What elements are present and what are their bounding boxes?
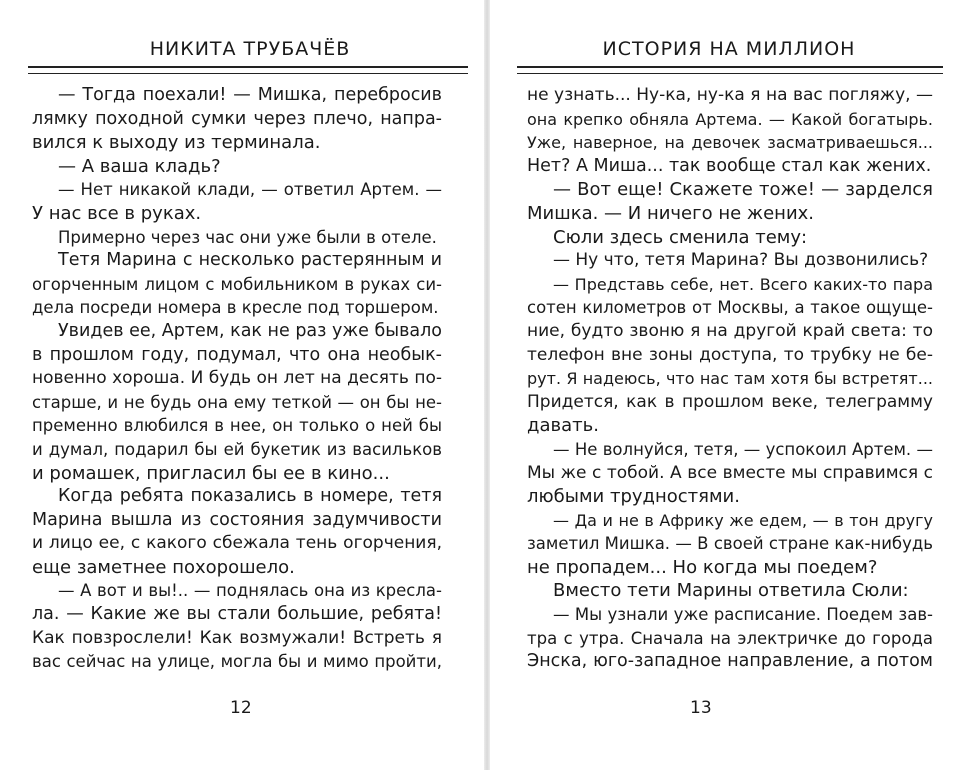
text-line: — Ну что, тетя Марина? Вы дозвонились?: [553, 250, 929, 271]
text-line: тра с утра. Сначала на электричке до города: [527, 628, 933, 648]
text-line: Примерно через час они уже были в отеле.: [58, 227, 437, 247]
text-line: Марина вышла из состояния задумчивости: [32, 509, 442, 530]
text-line: вас сейчас на улице, могла бы и мимо пройти,: [32, 652, 442, 672]
text-line: Тетя Марина с несколько растерянным и: [58, 250, 442, 271]
text-line: еще заметнее похорошело.: [32, 556, 295, 578]
text-line: заметил Мишка. — В своей стране как-нибудь: [527, 534, 933, 554]
text-line: Энска, юго-западное направление, а потом: [527, 651, 933, 672]
text-line: Как повзрослели! Как возмужали! Встреть я: [32, 627, 442, 648]
running-header-author: НИКИТА ТРУБАЧЁВ: [149, 38, 351, 60]
text-line: Мишка. — И ничего не жених.: [527, 202, 815, 224]
text-line: телефон вне зоны доступа, то трубку не бе-: [527, 344, 933, 365]
text-line: — Тогда поехали! — Мишка, перебросив: [58, 85, 442, 105]
text-line: сотен километров от Москвы, а такое ощуще-: [527, 298, 933, 318]
text-line: Вместо тети Марины ответила Сюли:: [553, 580, 909, 602]
text-line: не узнать... Ну-ка, ну-ка я на вас погляжу, —: [527, 85, 933, 105]
text-line: — Вот еще! Скажете тоже! — зарделся: [553, 179, 933, 201]
page-number: 12: [230, 698, 252, 718]
text-line: дела посреди номера в кресле под торшером.: [32, 298, 439, 318]
text-line: и ромашек, пригласил бы ее в кино...: [32, 462, 390, 484]
text-line: вился к выходу из терминала.: [32, 132, 321, 154]
running-header-title: ИСТОРИЯ НА МИЛЛИОН: [602, 38, 856, 60]
page-text-body: [527, 84, 933, 674]
text-line: ние, будто звоню я на другой край света: то: [527, 320, 933, 341]
text-line: Сюли здесь сменила тему:: [553, 226, 808, 248]
text-line: Уже, наверное, на девочек засматриваешься...: [527, 133, 933, 153]
text-line: — Нет никакой клади, — ответил Артем. —: [58, 180, 442, 200]
text-line: рут. Я надеюсь, что нас там хотя бы встретят...: [527, 369, 933, 389]
page-text-body: [32, 84, 442, 674]
text-line: — А ваша кладь?: [58, 155, 221, 177]
text-line: — Не волнуйся, тетя, — успокоил Артем. —: [553, 439, 933, 459]
page-number: 13: [690, 698, 712, 718]
text-line: новенно хороша. И будь он лет на десять по-: [32, 368, 442, 389]
text-line: — Представь себе, нет. Всего каких-то пара: [553, 274, 933, 294]
text-line: она крепко обняла Артема. — Какой богатырь.: [527, 109, 933, 129]
right-page: [487, 0, 974, 770]
text-line: Мы же с тобой. А все вместе мы справимся с: [527, 462, 933, 483]
text-line: Придется, как в прошлом веке, телеграмму: [527, 391, 933, 412]
text-line: — Мы узнали уже расписание. Поедем зав-: [553, 605, 933, 625]
text-line: и лицо ее, с какого сбежала тень огорчения,: [32, 533, 442, 554]
text-line: давать.: [527, 415, 599, 437]
text-line: старше, и не будь она ему теткой — он бы не-: [32, 392, 442, 412]
text-line: пременно влюбился в нее, он только о ней бы: [32, 416, 442, 436]
text-line: любыми трудностями.: [527, 486, 740, 508]
header-rule: [517, 66, 943, 74]
text-line: Нет? А Миша... так вообще стал как жених.: [527, 155, 932, 176]
text-line: лямку походной сумки через плечо, напра-: [32, 108, 442, 129]
text-line: и думал, подарил бы ей букетик из васильков: [32, 439, 442, 459]
text-line: не пропадем... Но когда мы поедем?: [527, 556, 878, 578]
text-line: Увидев ее, Артем, как не раз уже бывало: [58, 320, 443, 341]
text-line: — А вот и вы!.. — поднялась она из кресла-: [58, 581, 442, 601]
text-line: в прошлом году, подумал, что она необык-: [32, 344, 442, 365]
text-line: Когда ребята показались в номере, тетя: [58, 486, 442, 507]
text-line: У нас все в руках.: [32, 202, 202, 224]
text-line: огорченным лицом с мобильником в руках си-: [32, 274, 442, 294]
text-line: — Да и не в Африку же едем, — в тон другу: [553, 510, 933, 530]
header-rule: [28, 66, 468, 74]
text-line: ла. — Какие же вы стали большие, ребята!: [32, 604, 442, 625]
